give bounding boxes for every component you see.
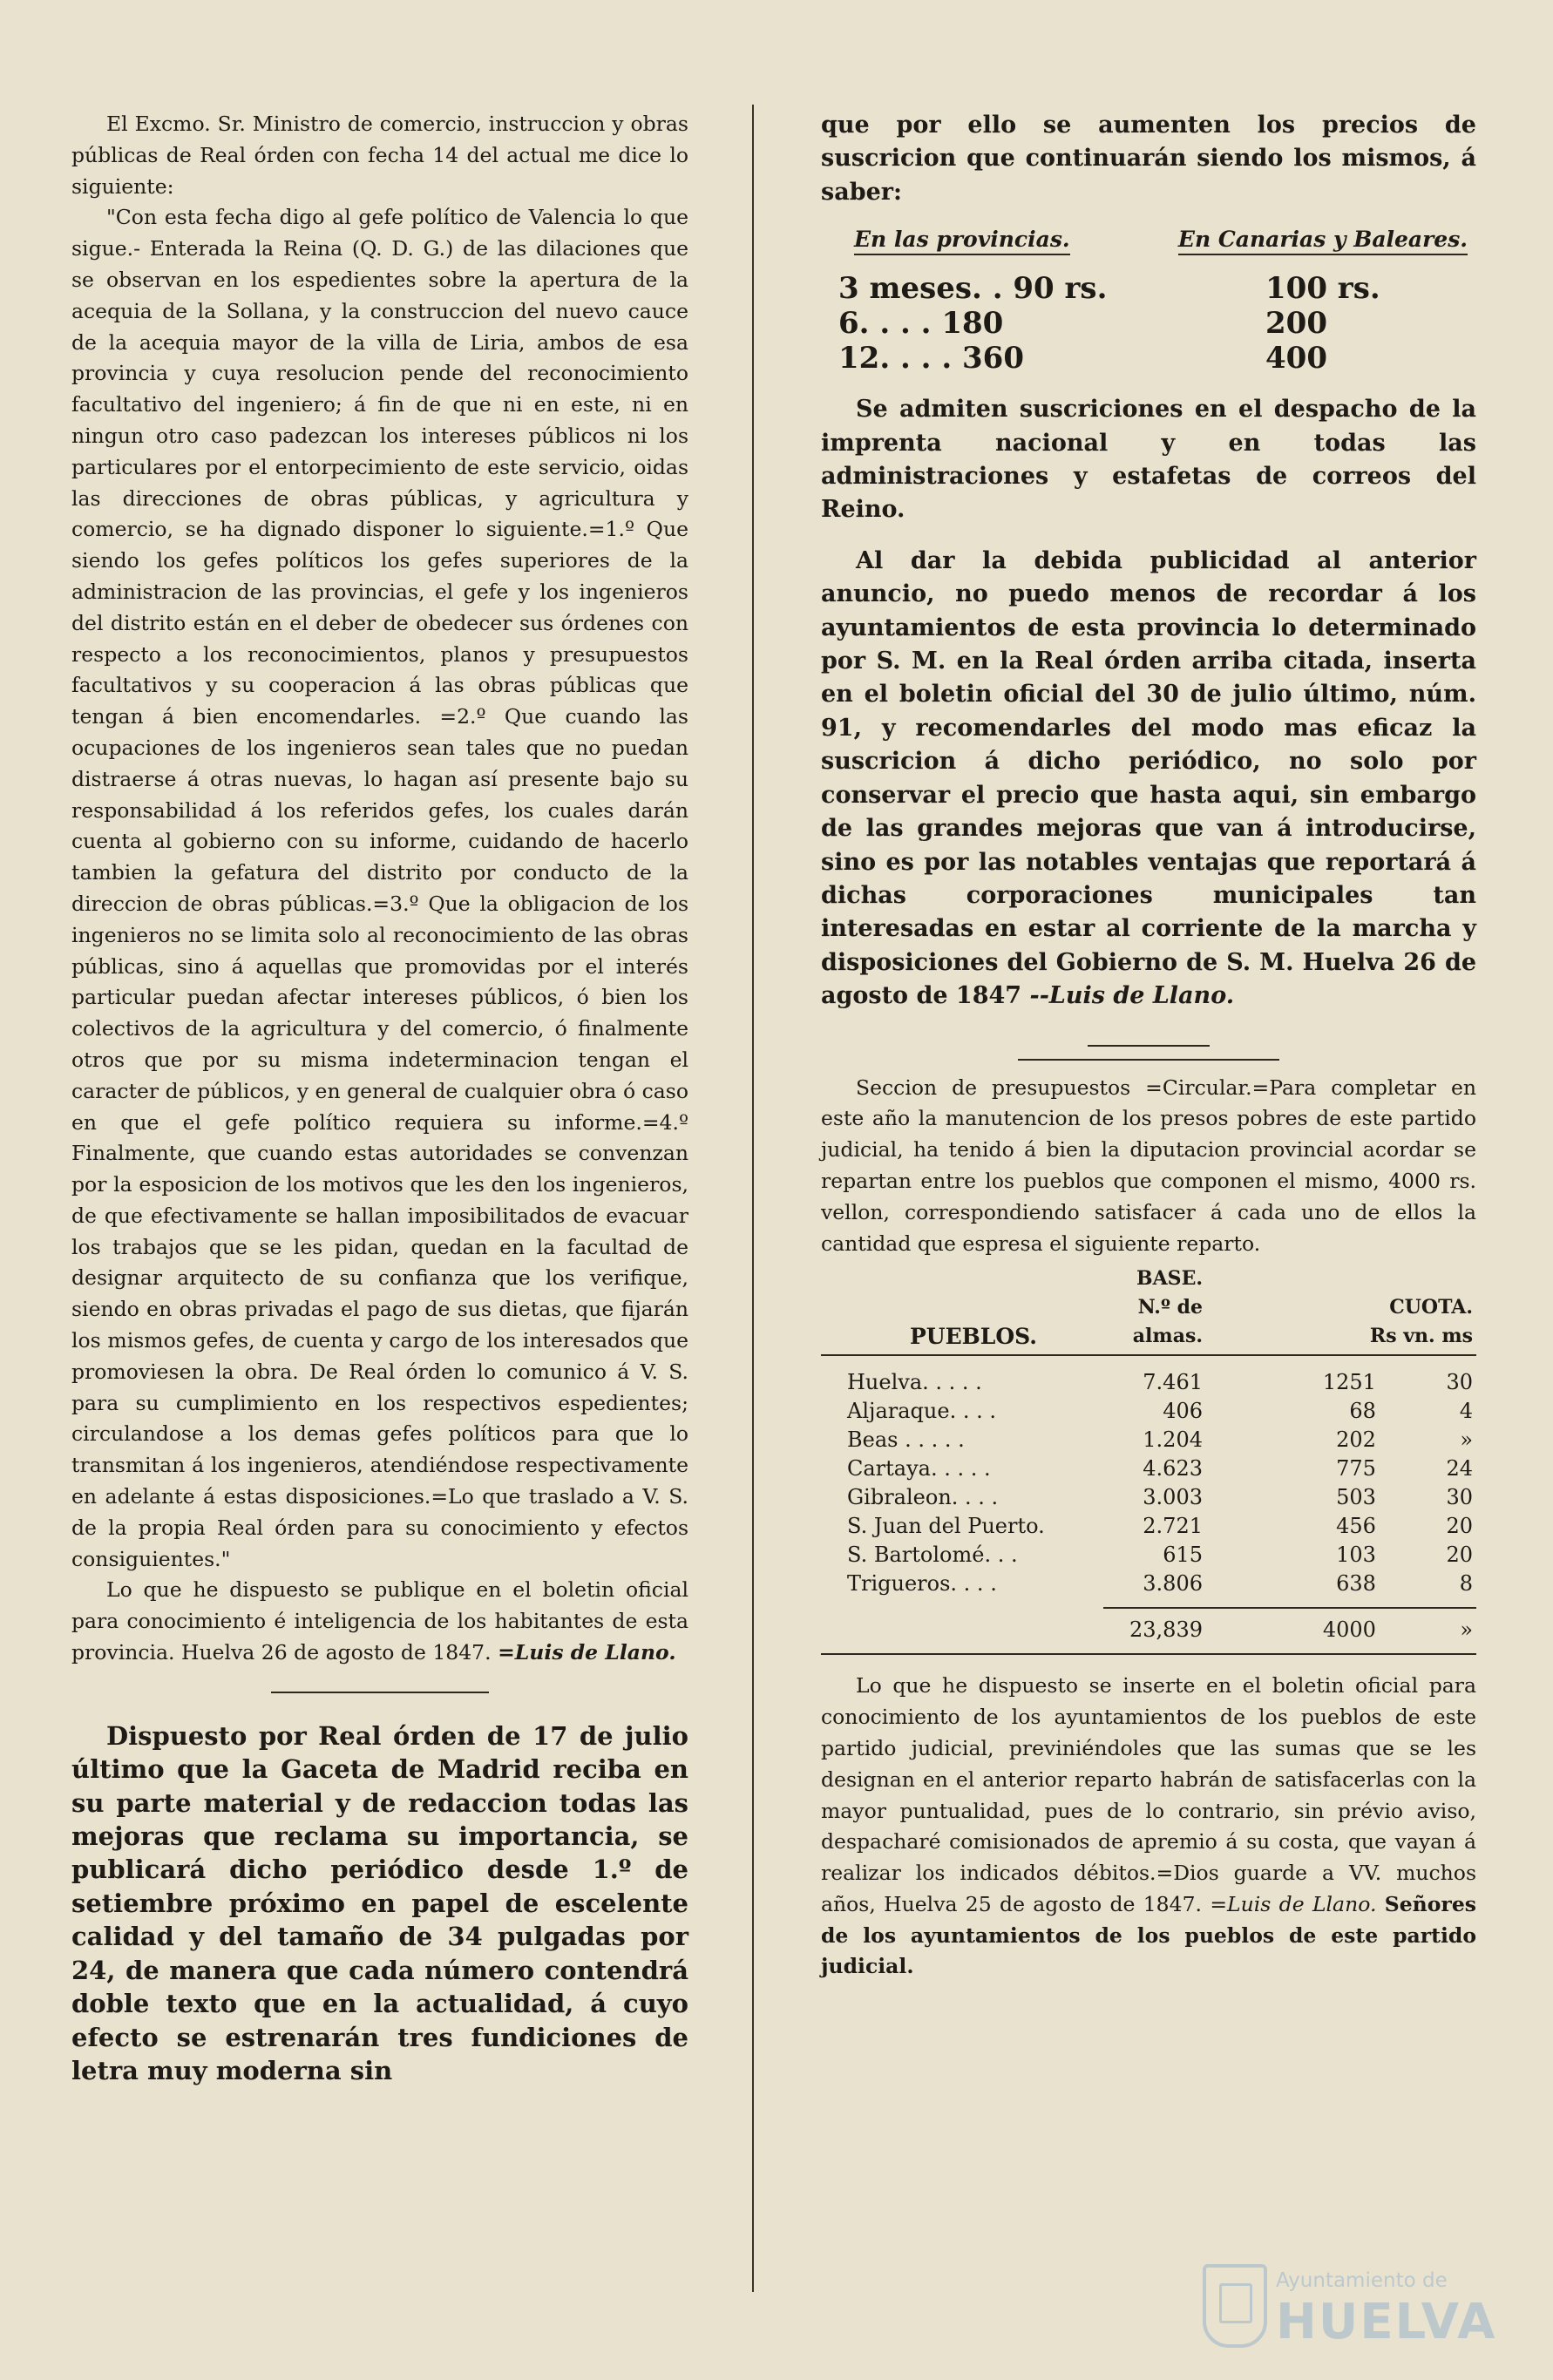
header-cuota — [1206, 1293, 1476, 1351]
cell-rs: 1251 — [1322, 1370, 1376, 1395]
signature: --Luis de Llano. — [1029, 982, 1235, 1010]
cell-ms: » — [1460, 1427, 1473, 1453]
cell-pueblo: Gibraleon. . . . — [847, 1485, 999, 1510]
price-provinces: 12. . . . 360 — [838, 341, 1024, 376]
cell-ms: 30 — [1446, 1370, 1473, 1395]
coat-of-arms-icon — [1203, 2264, 1267, 2348]
column-divider — [752, 105, 754, 2292]
cell-rs: 68 — [1349, 1399, 1376, 1424]
cell-almas: 3.003 — [1143, 1485, 1203, 1510]
cell-pueblo: Cartaya. . . . . — [847, 1456, 991, 1482]
cell-rs: 503 — [1336, 1485, 1376, 1510]
price-row — [821, 341, 1476, 376]
cell-almas: 1.204 — [1143, 1427, 1203, 1453]
table-row — [821, 1454, 1476, 1483]
cell-pueblo: S. Bartolomé. . . — [847, 1543, 1018, 1568]
cell-almas: 3.806 — [1143, 1571, 1203, 1597]
cell-rs: 103 — [1336, 1543, 1376, 1568]
gaceta-continued: que por ello se aumenten los precios de suscricion que continuarán siendo los mismos, á saber: — [821, 112, 1476, 206]
cell-pueblo: Beas . . . . . — [847, 1427, 965, 1453]
table-rule — [821, 1354, 1476, 1356]
header-base: BASE. — [1136, 1267, 1203, 1291]
cell-pueblo: Aljaraque. . . . — [847, 1399, 996, 1424]
table-total-row — [821, 1616, 1476, 1644]
header-cuota-label: CUOTA. — [1389, 1296, 1473, 1319]
publication-note — [71, 1575, 688, 1668]
table-header-row — [821, 1265, 1476, 1293]
watermark-big-text: HUELVA — [1276, 2294, 1497, 2350]
table-row — [821, 1397, 1476, 1426]
governor-recommendation — [821, 545, 1476, 1014]
publication-note-text: Lo que he dispuesto se publique en el boletin oficial para conocimiento é inteligencia de los habitantes de esta provincia. Huelva 26 de agosto de 1847. — [71, 1577, 688, 1665]
header-units: Rs vn. ms — [1369, 1325, 1473, 1348]
cell-pueblo: Huelva. . . . . — [847, 1370, 982, 1395]
total-rule — [1103, 1607, 1476, 1609]
cell-almas: 406 — [1163, 1399, 1203, 1424]
ayuntamiento-watermark — [1203, 2257, 1534, 2362]
cell-ms: 20 — [1446, 1514, 1473, 1539]
table-row — [821, 1570, 1476, 1598]
signature: =Luis de Llano. — [498, 1640, 676, 1665]
signature: =Luis de Llano. — [1210, 1891, 1377, 1916]
section-divider — [1088, 1045, 1210, 1047]
table-row — [821, 1483, 1476, 1512]
cell-ms: 20 — [1446, 1543, 1473, 1568]
budget-circular: Seccion de presupuestos =Circular.=Para completar en este año la manutencion de los presos pobres de este partido judicial, ha tenido á bien la diputacion provincial acordar se repartan entre los pueblos que componen el mismo, 4000 rs. vellon, correspondiendo satisfacer á cada uno de ellos la cantidad que espresa el siguiente reparto. — [821, 1075, 1476, 1256]
closing-note-text: Lo que he dispuesto se inserte en el boletin oficial para conocimiento de los ayuntamientos de los pueblos de este partido judicial, previniéndoles que las sumas que se les designan en el anterior reparto habrán de satisfacerlas con la mayor puntualidad, pues de lo contrario, sin prévio aviso, despacharé comisionados de apremio á su costa, que vayan á realizar los indicados débitos.=Dios guarde a VV. muchos años, Huelva 25 de agosto de 1847. — [821, 1673, 1476, 1916]
subscription-prices — [821, 227, 1476, 376]
total-almas: 23,839 — [1129, 1617, 1203, 1643]
header-almas: N.º de almas. — [1132, 1296, 1203, 1348]
right-column — [821, 109, 1476, 1983]
distribution-table — [821, 1265, 1476, 1644]
governor-recommendation-text: Al dar la debida publicidad al anterior anuncio, no puedo menos de recordar á los ayuntamientos de esta provincia lo determinado por S. M. en la Real órden arriba citada, inserta en el boletin oficial del 30 de julio último, núm. 91, y recomendarles del modo mas eficaz la suscricion á dicho periódico, no solo por conservar el precio que hasta aqui, sin embargo de las grandes mejoras que van á introducirse, sino es por las notables ventajas que reportará á dichas corporaciones municipales tan interesadas en estar al corriente de la marcha y disposiciones del Gobierno de S. M. Huelva 26 de agosto de 1847 — [821, 546, 1476, 1010]
left-column — [71, 109, 688, 2087]
cell-rs: 456 — [1336, 1514, 1376, 1539]
cell-ms: 24 — [1446, 1456, 1473, 1482]
price-provinces: 3 meses. . 90 rs. — [838, 271, 1108, 307]
watermark-small-text: Ayuntamiento de — [1276, 2269, 1448, 2292]
total-rs: 4000 — [1322, 1617, 1376, 1643]
price-islands: 200 — [1265, 306, 1327, 342]
table-row — [821, 1368, 1476, 1397]
cell-almas: 615 — [1163, 1543, 1203, 1568]
cell-ms: 30 — [1446, 1485, 1473, 1510]
table-row — [821, 1541, 1476, 1570]
subscription-offices: Se admiten suscriciones en el despacho de la imprenta nacional y en todas las administraciones y estafetas de correos del Reino. — [821, 396, 1476, 524]
cell-rs: 638 — [1336, 1571, 1376, 1597]
price-provinces: 6. . . . 180 — [838, 306, 1004, 342]
total-ms: » — [1460, 1617, 1473, 1643]
recipients: Señores de los ayuntamientos de los pueblos de este partido judicial. — [821, 1891, 1476, 1979]
cell-almas: 2.721 — [1143, 1514, 1203, 1539]
price-row — [821, 306, 1476, 341]
cell-ms: 4 — [1459, 1399, 1473, 1424]
cell-almas: 4.623 — [1143, 1456, 1203, 1482]
cell-almas: 7.461 — [1143, 1370, 1203, 1395]
cell-rs: 775 — [1336, 1456, 1376, 1482]
section-divider — [271, 1692, 489, 1693]
prices-header — [821, 227, 1476, 255]
royal-order-text: "Con esta fecha digo al gefe político de Valencia lo que sigue.- Enterada la Reina (Q. D. G.) de las dilaciones que se observan en los espedientes sobre la apertura de la acequia de la Sollana, y la construccion del nuevo cauce de la acequia mayor de la villa de Liria, ambos de esa provincia y cuya resolucion pende del reconocimiento facultativo del ingeniero; á fin de que ni en este, ni en ningun otro caso padezcan los intereses públicos ni los particulares por el entorpecimiento de este servicio, oidas las direcciones de obras públicas, y agricultura y comercio, se ha dignado disponer lo siguiente.=1.º Que siendo los gefes políticos los gefes superiores de la administracion de las provincias, el gefe y los ingenieros del distrito están en el deber de obedecer sus órdenes con respecto a los reconocimientos, planos y presupuestos facultativos y su cooperacion á las obras públicas que tengan á bien encomendarles. =2.º Que cuando las ocupaciones de los ingenieros sean tales que no puedan distraerse á otras nuevas, lo hagan así presente bajo su responsabilidad á los referidos gefes, los cuales darán cuenta al gobierno con su informe, cuidando de hacerlo tambien la gefatura del distrito por conducto de la direccion de obras públicas.=3.º Que la obligacion de los ingenieros no se limita solo al reconocimiento de las obras públicas, sino á aquellas que promovidas por el interés particular puedan afectar intereses públicos, ó bien los colectivos de la agricultura y del comercio, ó finalmente otros que por su misma indeterminacion tengan el caracter de públicos, y en general de cualquier obra ó caso en que el gefe político requiera su informe.=4.º Finalmente, que cuando estas autoridades se convenzan por la esposicion de los motivos que les den los ingenieros, de que efectivamente se hallan imposibilitados de evacuar los trabajos que se les pidan, quedan en la facultad de designar arquitecto de su confianza que los verifique, siendo en obras privadas el pago de sus dietas, que fijarán los mismos gefes, de cuenta y cargo de los interesados que promoviesen la obra. De Real órden lo comunico á V. S. para su cumplimiento en los respectivos espedientes; circulandose a los demas gefes políticos para que lo transmitan á los ingenieros, atendiéndose respectivamente en adelante á estas disposiciones.=Lo que traslado a V. S. de la propia Real órden para su conocimiento y efectos consiguientes." — [71, 205, 688, 1571]
closing-note — [821, 1671, 1476, 1983]
cell-pueblo: Trigueros. . . . — [847, 1571, 997, 1597]
table-header-row — [821, 1293, 1476, 1351]
prices-header-islands: En Canarias y Baleares. — [1178, 227, 1468, 255]
table-row — [821, 1426, 1476, 1454]
price-islands: 400 — [1265, 341, 1327, 376]
cell-ms: 8 — [1459, 1571, 1473, 1597]
prices-header-provinces: En las provincias. — [854, 227, 1070, 255]
cell-pueblo: S. Juan del Puerto. — [847, 1514, 1045, 1539]
price-row — [821, 271, 1476, 306]
gaceta-announcement: Dispuesto por Real órden de 17 de julio último que la Gaceta de Madrid reciba en su parte material y de redaccion todas las mejoras que reclama su importancia, se publicará dicho periódico desde 1.º de setiembre próximo en papel de escelente calidad y del tamaño de 34 pulgadas por 24, de manera que cada número contendrá doble texto que en la actualidad, á cuyo efecto se estrenarán tres fundiciones de letra muy moderna sin — [71, 1720, 688, 2085]
section-divider — [1018, 1059, 1279, 1061]
ministry-intro: El Excmo. Sr. Ministro de comercio, instruccion y obras públicas de Real órden con fecha 14 del actual me dice lo siguiente: — [71, 112, 688, 199]
section-divider — [821, 1653, 1476, 1655]
cell-rs: 202 — [1336, 1427, 1376, 1453]
price-islands: 100 rs. — [1265, 271, 1380, 307]
table-row — [821, 1512, 1476, 1541]
header-pueblos: PUEBLOS. — [909, 1324, 1037, 1350]
